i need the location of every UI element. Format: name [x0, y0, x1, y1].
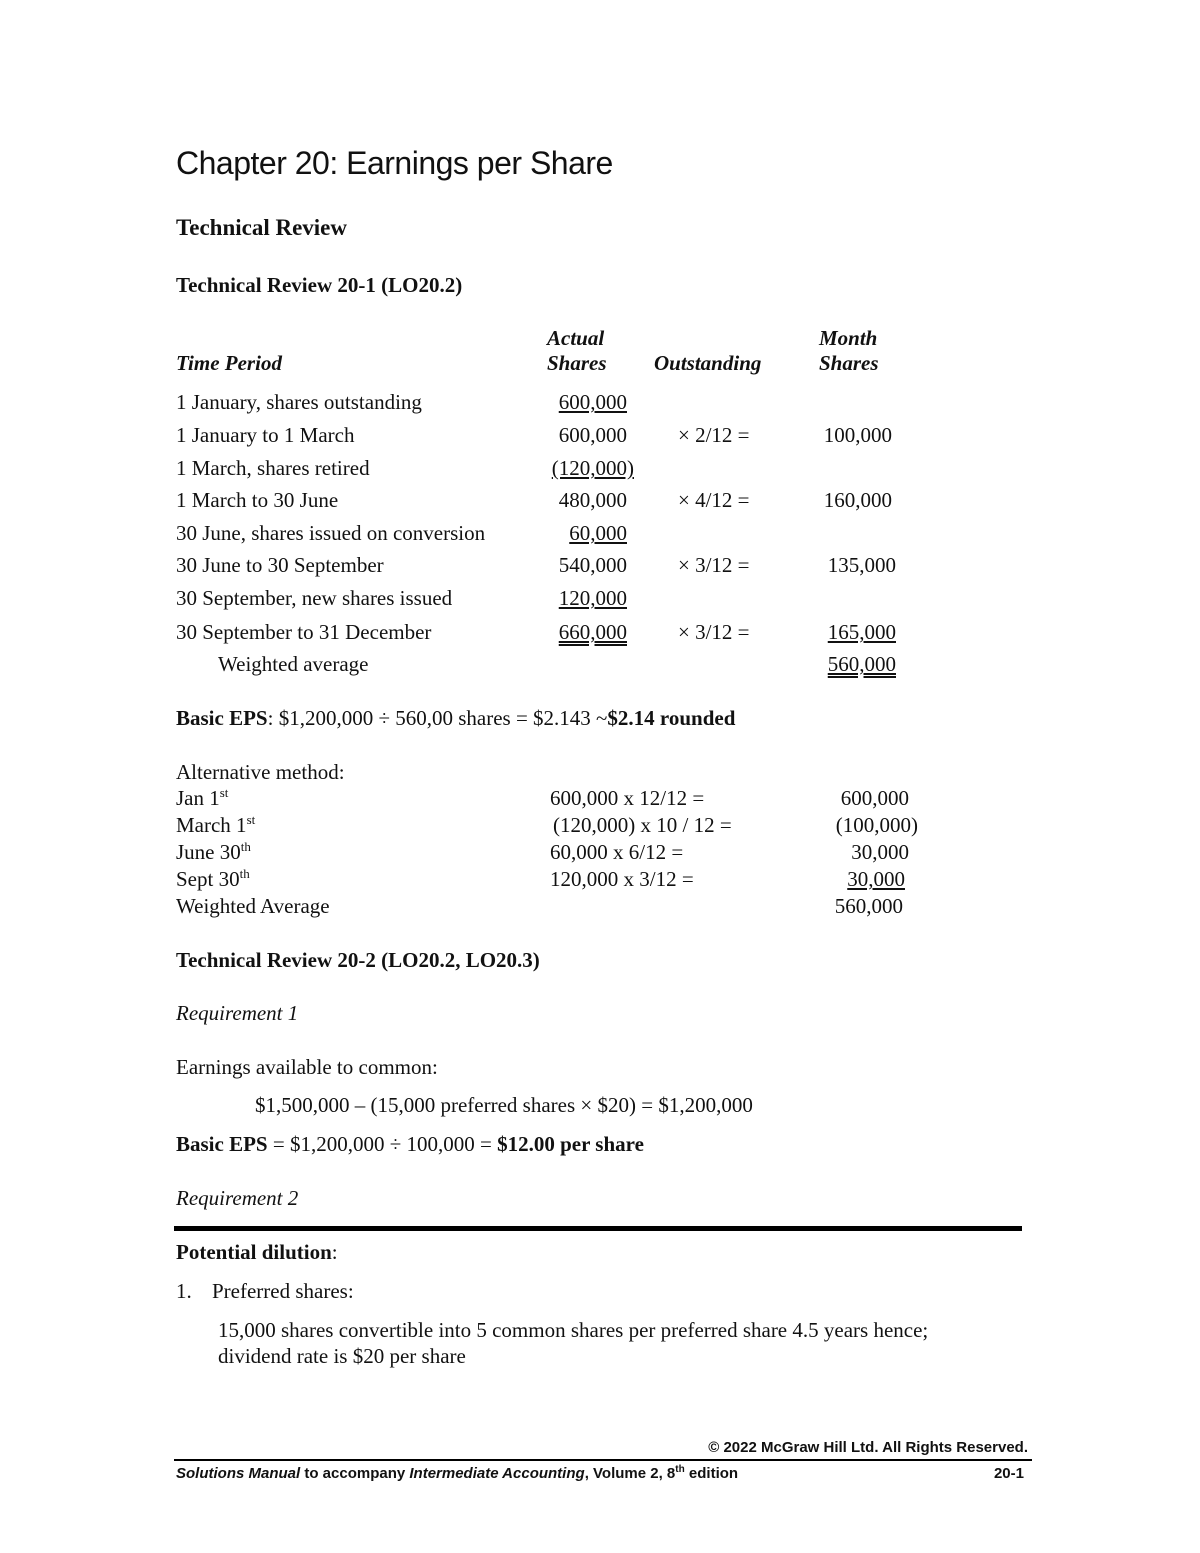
table-row-result: 135,000 — [827, 553, 896, 577]
table-row-label: Weighted average — [218, 652, 369, 676]
alt-row-value: (100,000) — [835, 813, 918, 837]
table-row-shares: 660,000 — [558, 620, 627, 644]
basic-eps-result: $2.14 rounded — [607, 706, 736, 730]
table-row-factor: × 2/12 = — [678, 423, 750, 447]
table-row-shares: 600,000 — [558, 423, 627, 447]
requirement-2: Requirement 2 — [176, 1186, 299, 1210]
table-row-result: 160,000 — [823, 488, 892, 512]
tr2-basic-eps-calc: = $1,200,000 ÷ 100,000 = — [267, 1132, 498, 1156]
alt-row-calc: 60,000 x 6/12 = — [550, 840, 684, 864]
basic-eps-calc: : $1,200,000 ÷ 560,00 shares = $2.143 ~ — [267, 706, 608, 730]
table-row-label: 1 January to 1 March — [176, 423, 355, 447]
tr2-heading: Technical Review 20-2 (LO20.2, LO20.3) — [176, 948, 540, 972]
header-outstanding: Outstanding — [654, 351, 762, 375]
table-row-shares: 540,000 — [558, 553, 627, 577]
list-item-number: 1. — [176, 1279, 192, 1303]
alt-row-label: Sept 30th — [176, 866, 250, 891]
alt-row-calc: 600,000 x 12/12 = — [550, 786, 705, 810]
table-row-label: 30 June to 30 September — [176, 553, 384, 577]
table-row-factor: × 4/12 = — [678, 488, 750, 512]
table-row-label: 1 March, shares retired — [176, 456, 370, 480]
table-row-result: 165,000 — [827, 620, 896, 644]
table-row-label: 30 June, shares issued on conversion — [176, 521, 486, 545]
tr2-basic-eps-label: Basic EPS — [176, 1132, 268, 1156]
basic-eps-line — [176, 706, 735, 731]
tr2-basic-eps-result: $12.00 per share — [497, 1132, 644, 1156]
table-row-factor: × 3/12 = — [678, 620, 750, 644]
alt-row-label: March 1st — [176, 812, 256, 837]
earnings-calc: $1,500,000 – (15,000 preferred shares × $20) = $1,200,000 — [255, 1093, 753, 1117]
section-divider — [174, 1226, 1022, 1231]
table-row-result: 100,000 — [823, 423, 892, 447]
footer-rule — [174, 1459, 1032, 1461]
header-shares: Shares — [547, 351, 607, 375]
table-row-shares: 600,000 — [558, 390, 627, 414]
list-item-detail: dividend rate is $20 per share — [218, 1344, 466, 1368]
alt-row-calc: 120,000 x 3/12 = — [550, 867, 694, 891]
list-item-label: Preferred shares: — [212, 1279, 354, 1303]
tr1-heading: Technical Review 20-1 (LO20.2) — [176, 273, 463, 297]
alt-row-label: Jan 1st — [176, 785, 229, 810]
header-month: Month — [819, 326, 878, 350]
table-row-label: 30 September to 31 December — [176, 620, 432, 644]
tr2-basic-eps — [176, 1132, 644, 1157]
alt-row-label: June 30th — [176, 839, 251, 864]
table-row-shares: (120,000) — [551, 456, 634, 480]
alt-row-value: 600,000 — [840, 786, 909, 810]
chapter-title: Chapter 20: Earnings per Share — [176, 145, 613, 181]
list-item-detail: 15,000 shares convertible into 5 common shares per preferred share 4.5 years hence; — [218, 1318, 929, 1342]
header-month-shares: Shares — [819, 351, 879, 375]
alt-row-value: 30,000 — [847, 867, 905, 891]
alt-row-calc: (120,000) x 10 / 12 = — [553, 813, 732, 837]
alt-row-label: Weighted Average — [176, 894, 330, 918]
earnings-label: Earnings available to common: — [176, 1055, 438, 1079]
table-row-result: 560,000 — [827, 652, 896, 676]
footer-copyright: © 2022 McGraw Hill Ltd. All Rights Reserved. — [708, 1439, 1028, 1456]
alt-row-value: 560,000 — [834, 894, 903, 918]
alt-row-value: 30,000 — [851, 840, 909, 864]
section-heading: Technical Review — [176, 215, 347, 240]
footer-page-number: 20-1 — [993, 1465, 1024, 1482]
table-row-label: 1 March to 30 June — [176, 488, 339, 512]
footer-book-line: Solutions Manual to accompany Intermediate Accounting, Volume 2, 8th edition — [176, 1464, 739, 1482]
table-row-factor: × 3/12 = — [678, 553, 750, 577]
basic-eps-label: Basic EPS — [176, 706, 268, 730]
header-time-period: Time Period — [176, 351, 282, 375]
header-actual: Actual — [547, 326, 605, 350]
table-row-shares: 480,000 — [558, 488, 627, 512]
requirement-1: Requirement 1 — [176, 1001, 299, 1025]
alt-method-title: Alternative method: — [176, 760, 345, 784]
table-row-shares: 60,000 — [569, 521, 627, 545]
potential-dilution: Potential dilution: — [176, 1240, 338, 1264]
table-row-label: 1 January, shares outstanding — [176, 390, 422, 414]
table-row-label: 30 September, new shares issued — [176, 586, 453, 610]
table-row-shares: 120,000 — [558, 586, 627, 610]
